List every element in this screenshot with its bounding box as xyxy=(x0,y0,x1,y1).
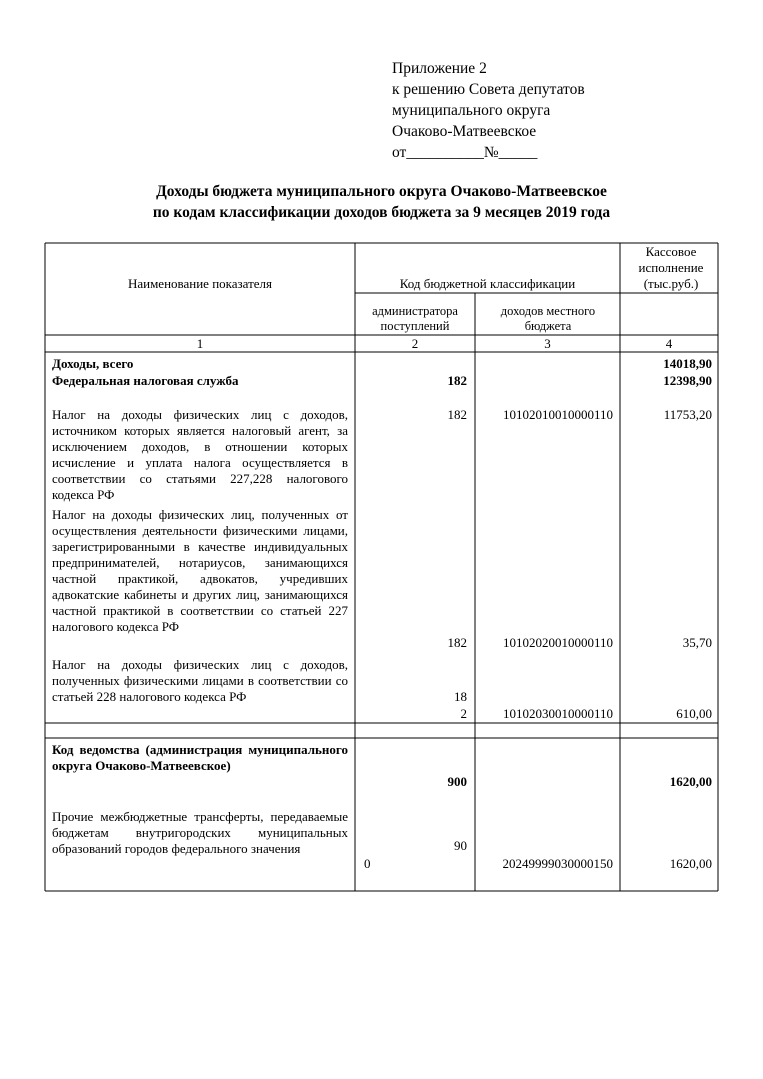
ndfl3-admin-code-part2: 2 xyxy=(460,706,467,721)
column-number: 1 xyxy=(196,336,204,351)
fns-admin-code: 182 xyxy=(447,373,467,388)
transfer-admin-code-part1: 90 xyxy=(454,838,467,853)
ndfl2-value: 35,70 xyxy=(682,635,712,650)
ndfl1-budget-code: 10102010010000110 xyxy=(502,407,613,422)
transfer-description: Прочие межбюджетные трансферты, передаваемые бюджетам внутригородских муниципальных образований городов федерального значения xyxy=(52,809,348,856)
appendix-line: Приложение 2 xyxy=(392,60,487,77)
ndfl2-admin-code: 182 xyxy=(447,635,467,650)
header-name: Наименование показателя xyxy=(127,276,273,291)
ndfl1-value: 11753,20 xyxy=(663,407,712,422)
column-number: 4 xyxy=(665,336,673,351)
transfer-value: 1620,00 xyxy=(669,856,712,871)
department-label: Код ведомства (администрация муниципального округа Очаково-Матвеевское) xyxy=(52,742,348,773)
ndfl3-description: Налог на доходы физических лиц с доходов, полученных физическими лицами в соответствии со статьей 228 налогового кодекса РФ xyxy=(52,657,348,704)
title-line: по кодам классификации доходов бюджета за 9 месяцев 2019 года xyxy=(152,204,611,221)
appendix-line: к решению Совета депутатов xyxy=(392,81,585,98)
department-admin-code: 900 xyxy=(447,774,467,789)
ndfl2-description: Налог на доходы физических лиц, полученных от осуществления деятельности физическими лицами, зарегистрированными в качестве индивидуальных предпринимателей, нотариусов, занимающихся частной практикой, адвокатов, учредивших адвокатские кабинеты и других лиц, занимающихся частной практикой в соответствии со статьей 227 налогового кодекса РФ xyxy=(52,507,348,634)
header-local: доходов местного бюджета xyxy=(500,304,596,333)
transfer-budget-code: 20249999030000150 xyxy=(502,856,613,871)
header-exec: Кассовое исполнение (тыс.руб.) xyxy=(638,244,704,291)
header-admin: администратора поступлений xyxy=(372,304,458,333)
column-number: 2 xyxy=(411,336,419,351)
header-code: Код бюджетной классификации xyxy=(399,276,576,291)
appendix-line: от__________№_____ xyxy=(392,144,538,161)
ndfl1-description: Налог на доходы физических лиц с доходов, источником которых является налоговый агент, за исключением доходов, в отношении которых исчисление и уплата налога осуществляется в соответствии со статьями 227,228 налогового кодекса РФ xyxy=(52,407,348,502)
ndfl2-budget-code: 10102020010000110 xyxy=(502,635,613,650)
ndfl3-budget-code: 10102030010000110 xyxy=(502,706,613,721)
ndfl3-admin-code-part1: 18 xyxy=(454,689,467,704)
ndfl3-value: 610,00 xyxy=(676,706,712,721)
total-value: 14018,90 xyxy=(663,356,712,371)
total-label: Доходы, всего xyxy=(52,356,134,371)
ndfl1-admin-code: 182 xyxy=(447,407,467,422)
appendix-line: муниципального округа xyxy=(392,102,551,119)
fns-label: Федеральная налоговая служба xyxy=(52,373,239,388)
column-number: 3 xyxy=(544,336,551,351)
appendix-line: Очаково-Матвеевское xyxy=(392,123,537,140)
title-line: Доходы бюджета муниципального округа Очаково-Матвеевское xyxy=(156,183,607,200)
transfer-admin-code-part2: 0 xyxy=(364,856,371,871)
department-value: 1620,00 xyxy=(669,774,712,789)
fns-value: 12398,90 xyxy=(663,373,712,388)
